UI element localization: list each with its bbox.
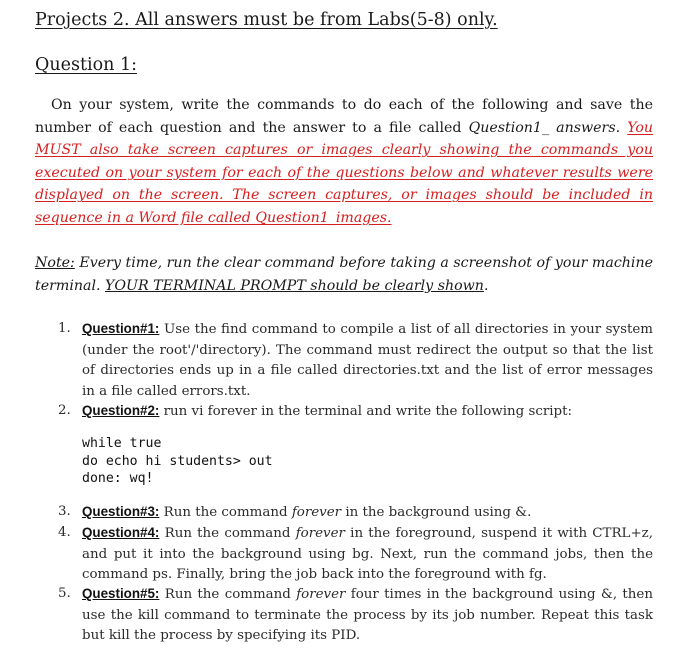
question-text: in the foreground, suspend it with CTRL+z, and put it into the background using bg. Next, run the command jobs, then the command ps. Finally, bring the job back into the foreground with fg.	[82, 526, 653, 583]
command-name: forever	[291, 505, 342, 520]
intro-paragraph	[35, 94, 653, 230]
script-line: do echo hi students> out	[82, 453, 273, 469]
item-number: 5.	[58, 586, 71, 601]
question-label: Question#2:	[82, 403, 160, 418]
question-label: Question#1:	[82, 321, 160, 336]
script-code-block	[82, 435, 273, 488]
item-number: 4.	[58, 525, 71, 540]
answers-file-name: Question1_ answers.	[468, 119, 621, 136]
question-text: run vi forever in the terminal and write the following script:	[159, 404, 573, 419]
list-item-question-4	[58, 523, 653, 586]
question-text: Run the command	[159, 587, 297, 602]
note-end: .	[483, 278, 489, 294]
question-label: Question#3:	[82, 504, 160, 519]
note-label: Note:	[35, 255, 75, 271]
question-label: Question#5:	[82, 586, 160, 601]
list-item-question-3	[58, 502, 653, 524]
question-label: Question#4:	[82, 525, 160, 540]
script-line: done: wq!	[82, 471, 154, 486]
command-name: forever	[296, 587, 346, 602]
list-item-question-2	[58, 401, 653, 423]
page-title: Projects 2. All answers must be from Labs(5-8) only.	[35, 10, 498, 30]
intro-text: On your system, write the commands to do each of the following and save the number of each question and the answer to a file called	[35, 97, 653, 136]
question-text: Use the find command to compile a list of all directories in your system (under the root'/'directory). The command must redirect the output so that the list of directories ends up in a file called directories.txt and the list of error messages in a file called errors.txt.	[82, 322, 653, 399]
question-text: four times in the background using &, then use the kill command to terminate the process by its job number. Repeat this task but kill the process by specifying its PID.	[82, 587, 653, 644]
item-number: 2.	[58, 403, 71, 418]
question-text: in the background using &.	[341, 505, 532, 520]
item-number: 3.	[58, 504, 71, 519]
list-item-question-1	[58, 319, 653, 402]
note-text: Every time, run the clear command before taking a screenshot of your machine terminal.	[35, 255, 653, 294]
note-paragraph	[35, 252, 653, 298]
command-name: forever	[295, 526, 345, 541]
question-text: Run the command	[159, 526, 296, 541]
screenshot-warning: You MUST also take screen captures or images clearly showing the commands you executed on your system for each of the questions below and whatever results were displayed on the screen. The screen captures, or images should be included in sequence in a Word file called Question1_images.	[35, 119, 654, 226]
list-item-question-5	[58, 584, 653, 647]
item-number: 1.	[58, 321, 71, 336]
question-text: Run the command	[159, 505, 292, 520]
script-line: while true	[82, 436, 162, 451]
note-prompt-text: YOUR TERMINAL PROMPT should be clearly shown	[105, 278, 484, 294]
question-heading: Question 1:	[35, 55, 137, 75]
